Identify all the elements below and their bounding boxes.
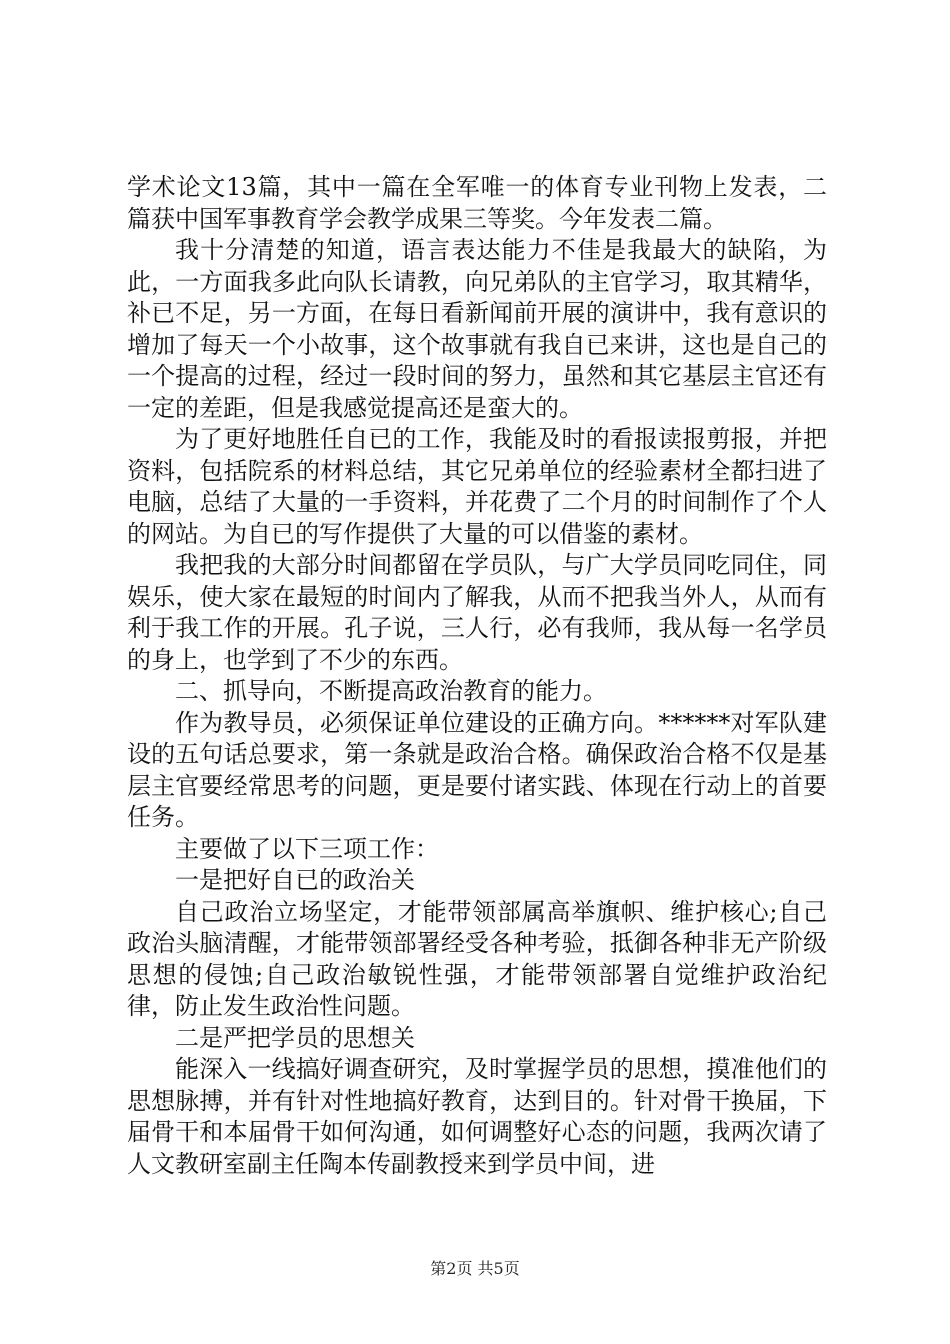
- paragraph-language-skills: 我十分清楚的知道，语言表达能力不佳是我最大的缺陷，为此，一方面我多此向队长请教，向兄弟队的主官学习，取其精华，补已不足，另一方面，在每日看新闻前开展的演讲中，我有意识的增加了每天一个小故事，这个故事就有我自已来讲，这也是自己的一个提高的过程，经过一段时间的努力，虽然和其它基层主官还有一定的差距，但是我感觉提高还是蛮大的。: [127, 236, 827, 422]
- section-heading-political-education: 二、抓导向，不断提高政治教育的能力。: [175, 677, 607, 705]
- paragraph-materials: 为了更好地胜任自已的工作，我能及时的看报读报剪报，并把资料，包括院系的材料总结，其它兄弟单位的经验素材全都扫进了电脑，总结了大量的一手资料，并花费了二个月的时间制作了个人的网站。为自已的写作提供了大量的可以借鉴的素材。: [127, 425, 827, 548]
- paragraph-task-two: 能深入一线搞好调查研究，及时掌握学员的思想，摸准他们的思想脉搏，并有针对性地搞好教育，达到目的。针对骨干换届，下届骨干和本届骨干如何沟通，如何调整好心态的问题，我两次请了人文教研室副主任陶本传副教授来到学员中间，进: [127, 1055, 827, 1178]
- paragraph-with-trainees: 我把我的大部分时间都留在学员队，与广大学员同吃同住，同娱乐，使大家在最短的时间内了解我，从而不把我当外人，从而有利于我工作的开展。孔子说，三人行，必有我师，我从每一名学员的身上，也学到了不少的东西。: [127, 551, 827, 674]
- subheading-task-one: 一是把好自已的政治关: [175, 866, 415, 894]
- document-body: [127, 172, 827, 1180]
- paragraph-continuation: 学术论文13篇，其中一篇在全军唯一的体育专业刊物上发表，二篇获中国军事教育学会教学成果三等奖。今年发表二篇。: [127, 173, 827, 233]
- paragraph-instructor-duty: 作为教导员，必须保证单位建设的正确方向。******对军队建设的五句话总要求，第一条就是政治合格。确保政治合格不仅是基层主官要经常思考的问题，更是要付诸实践、体现在行动上的首要任务。: [127, 708, 827, 831]
- paragraph-task-one: 自己政治立场坚定，才能带领部属高举旗帜、维护核心;自己政治头脑清醒，才能带领部署经受各种考验，抵御各种非无产阶级思想的侵蚀;自己政治敏锐性强，才能带领部署自觉维护政治纪律，防止发生政治性问题。: [127, 897, 827, 1020]
- subheading-task-two: 二是严把学员的思想关: [175, 1023, 415, 1052]
- paragraph-three-tasks-intro: 主要做了以下三项工作：: [175, 834, 439, 863]
- page-number-footer: 第2页 共5页: [430, 1259, 520, 1278]
